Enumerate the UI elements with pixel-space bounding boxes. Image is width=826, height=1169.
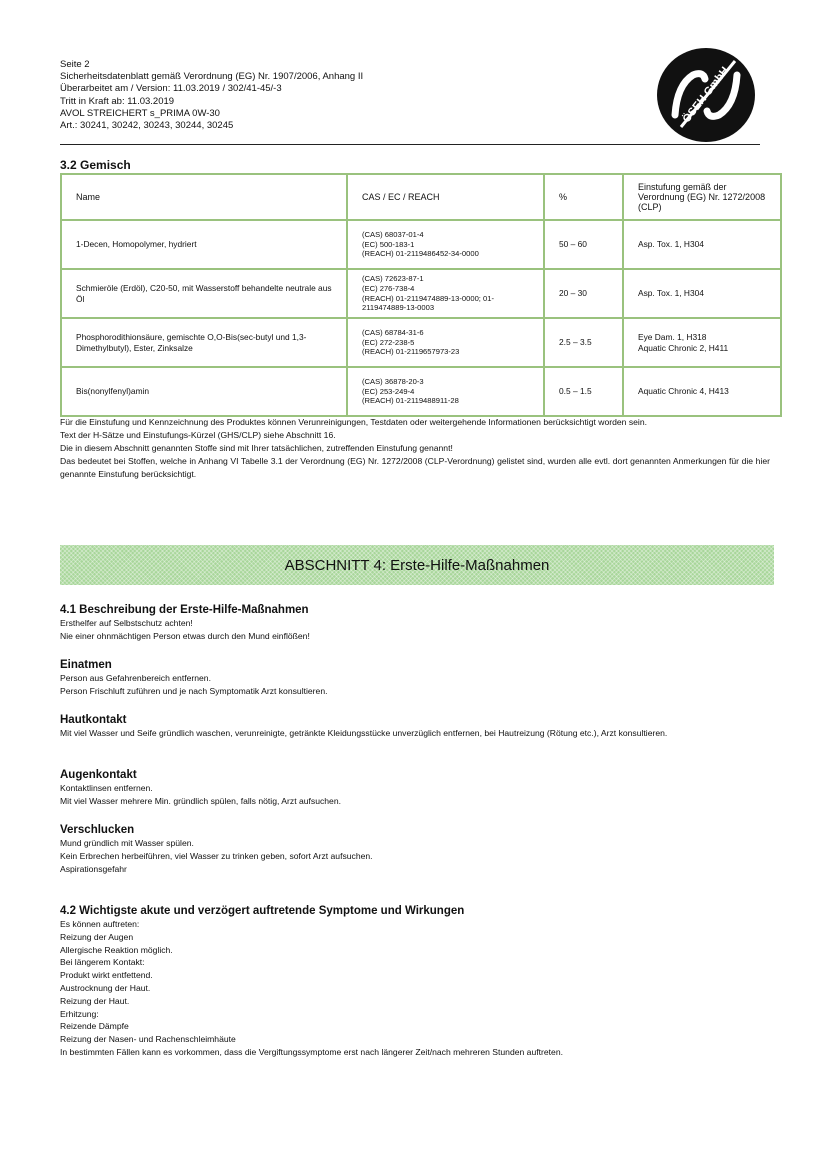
classification-line: Aquatic Chronic 4, H413 — [638, 386, 729, 397]
ec-number: (EC) 253-249-4 — [362, 386, 415, 396]
substance-classification — [623, 220, 781, 269]
text-line: Bei längerem Kontakt: — [60, 957, 145, 968]
text-line: Kein Erbrechen herbeiführen, viel Wasser zu trinken geben, sofort Arzt aufsuchen. — [60, 850, 373, 861]
classification-line: Eye Dam. 1, H318 — [638, 332, 707, 343]
revision-info: Überarbeitet am / Version: 11.03.2019 / 302/41-45/-3 — [60, 83, 282, 95]
ec-number: (EC) 272-238-5 — [362, 337, 415, 347]
col-header-cas: CAS / EC / REACH — [347, 174, 544, 220]
page-number: Seite 2 — [60, 59, 90, 70]
table-row — [61, 367, 781, 416]
reach-number: (REACH) 01-2119657973-23 — [362, 347, 460, 357]
ingestion-block — [60, 823, 770, 875]
substance-ids — [347, 318, 544, 367]
eye-contact-title: Augenkontakt — [60, 769, 137, 781]
inhalation-block — [60, 658, 770, 698]
text-line: Kontaktlinsen entfernen. — [60, 783, 153, 793]
substance-classification — [623, 269, 781, 318]
substance-classification — [623, 367, 781, 416]
text-line: Produkt wirkt entfettend. — [60, 970, 153, 981]
table-row — [61, 318, 781, 367]
substance-ids — [347, 269, 544, 318]
substance-ids — [347, 220, 544, 269]
substance-classification — [623, 318, 781, 367]
col-header-classification: Einstufung gemäß der Verordnung (EG) Nr. 1272/2008 (CLP) — [623, 174, 781, 220]
reach-number: (REACH) 01-2119474889-13-0000; 01-2119474889-13-0003 — [362, 293, 494, 313]
text-line: Erhitzung: — [60, 1008, 99, 1019]
section-4-2 — [60, 904, 770, 1059]
skin-contact-title: Hautkontakt — [60, 714, 127, 726]
table-row — [61, 220, 781, 269]
cas-number: (CAS) 68784-31-6 — [362, 328, 424, 338]
product-name: AVOL STREICHERT s_PRIMA 0W-30 — [60, 107, 220, 119]
eye-contact-block — [60, 768, 770, 808]
mixture-notes — [60, 416, 770, 481]
text-line: Ersthelfer auf Selbstschutz achten! — [60, 618, 193, 628]
sds-regulation: Sicherheitsdatenblatt gemäß Verordnung (EG) Nr. 1907/2006, Anhang II — [60, 71, 364, 83]
reach-number: (REACH) 01-2119488911-28 — [362, 396, 459, 406]
classification-line: Asp. Tox. 1, H304 — [638, 288, 704, 299]
section-4-banner — [60, 545, 774, 585]
document-header — [60, 59, 620, 132]
table-header-row — [61, 174, 781, 220]
text-line: Reizende Dämpfe — [60, 1021, 129, 1032]
substance-name: Bis(nonylfenyl)amin — [61, 367, 347, 416]
ingestion-title: Verschlucken — [60, 824, 135, 836]
note-paragraph: Die in diesem Abschnitt genannten Stoffe sind mit Ihrer tatsächlichen, zutreffenden Einstufung genannt! — [60, 443, 453, 453]
text-line: Mund gründlich mit Wasser spülen. — [60, 838, 194, 848]
substance-name: 1-Decen, Homopolymer, hydriert — [61, 220, 347, 269]
note-paragraph: Das bedeutet bei Stoffen, welche in Anhang VI Tabelle 3.1 der Verordnung (EG) Nr. 1272/2008 (CLP-Verordnung) gelistet sind, wurden alle evtl. dort genannten Anmerkungen für die hier genannte Einstufung berücksichtigt. — [60, 456, 770, 479]
text-line: Person aus Gefahrenbereich entfernen. — [60, 673, 211, 683]
note-paragraph: Für die Einstufung und Kennzeichnung des Produktes können Verunreinigungen, Testdaten oder weitergehende Informationen berücksichtigt worden sein. — [60, 417, 647, 427]
company-logo — [655, 45, 757, 144]
inhalation-title: Einatmen — [60, 659, 112, 671]
header-divider — [60, 144, 760, 145]
text-line: Austrocknung der Haut. — [60, 982, 151, 993]
text-line: Person Frischluft zuführen und je nach Symptomatik Arzt konsultieren. — [60, 685, 328, 696]
substance-name: Phosphorodithionsäure, gemischte O,O-Bis(sec-butyl und 1,3-Dimethylbutyl), Ester, Zinksalze — [61, 318, 347, 367]
skin-contact-block — [60, 713, 770, 740]
cas-number: (CAS) 36878-20-3 — [362, 377, 424, 387]
text-line: Aspirationsgefahr — [60, 863, 127, 874]
cas-number: (CAS) 72623-87-1 — [362, 274, 424, 284]
note-paragraph: Text der H-Sätze und Einstufungs-Kürzel (GHS/CLP) siehe Abschnitt 16. — [60, 430, 336, 440]
substance-name: Schmieröle (Erdöl), C20-50, mit Wasserstoff behandelte neutrale aus Öl — [61, 269, 347, 318]
text-line: Mit viel Wasser und Seife gründlich waschen, verunreinigte, getränkte Kleidungsstücke unverzüglich entfernen, bei Hautreizung (Rötung etc.), Arzt konsultieren. — [60, 728, 668, 738]
cas-number: (CAS) 68037-01-4 — [362, 230, 424, 240]
text-line: Reizung der Haut. — [60, 995, 130, 1006]
classification-line: Aquatic Chronic 2, H411 — [638, 342, 729, 353]
text-line: Es können auftreten: — [60, 919, 140, 929]
ec-number: (EC) 276-738-4 — [362, 283, 415, 293]
text-line: Allergische Reaktion möglich. — [60, 944, 173, 955]
text-line: Reizung der Nasen- und Rachenschleimhäute — [60, 1034, 236, 1045]
substance-percent: 50 – 60 — [544, 220, 623, 269]
text-line: Mit viel Wasser mehrere Min. gründlich spülen, falls nötig, Arzt aufsuchen. — [60, 795, 342, 806]
substance-ids — [347, 367, 544, 416]
section-4-1 — [60, 603, 770, 643]
ec-number: (EC) 500-183-1 — [362, 239, 415, 249]
table-row — [61, 269, 781, 318]
logo-text: ÖSEH GmbH — [680, 64, 732, 126]
substance-percent: 20 – 30 — [544, 269, 623, 318]
reach-number: (REACH) 01-2119486452-34-0000 — [362, 249, 479, 259]
substance-percent: 0.5 – 1.5 — [544, 367, 623, 416]
section-4-2-title: 4.2 Wichtigste akute und verzögert auftretende Symptome und Wirkungen — [60, 905, 465, 917]
text-line: Reizung der Augen — [60, 931, 134, 942]
col-header-percent: % — [544, 174, 623, 220]
section-4-title: ABSCHNITT 4: Erste-Hilfe-Maßnahmen — [284, 556, 550, 574]
mixture-table — [60, 173, 782, 417]
substance-percent: 2.5 – 3.5 — [544, 318, 623, 367]
effective-date: Tritt in Kraft ab: 11.03.2019 — [60, 95, 175, 107]
section-4-1-title: 4.1 Beschreibung der Erste-Hilfe-Maßnahmen — [60, 604, 309, 616]
col-header-name: Name — [61, 174, 347, 220]
text-line: Nie einer ohnmächtigen Person etwas durch den Mund einflößen! — [60, 630, 310, 641]
article-numbers: Art.: 30241, 30242, 30243, 30244, 30245 — [60, 120, 234, 132]
text-line: In bestimmten Fällen kann es vorkommen, dass die Vergiftungssymptome erst nach längerer Zeit/nach mehreren Stunden auftreten. — [60, 1046, 563, 1057]
section-3-2-title: 3.2 Gemisch — [60, 158, 131, 172]
classification-line: Asp. Tox. 1, H304 — [638, 239, 704, 250]
